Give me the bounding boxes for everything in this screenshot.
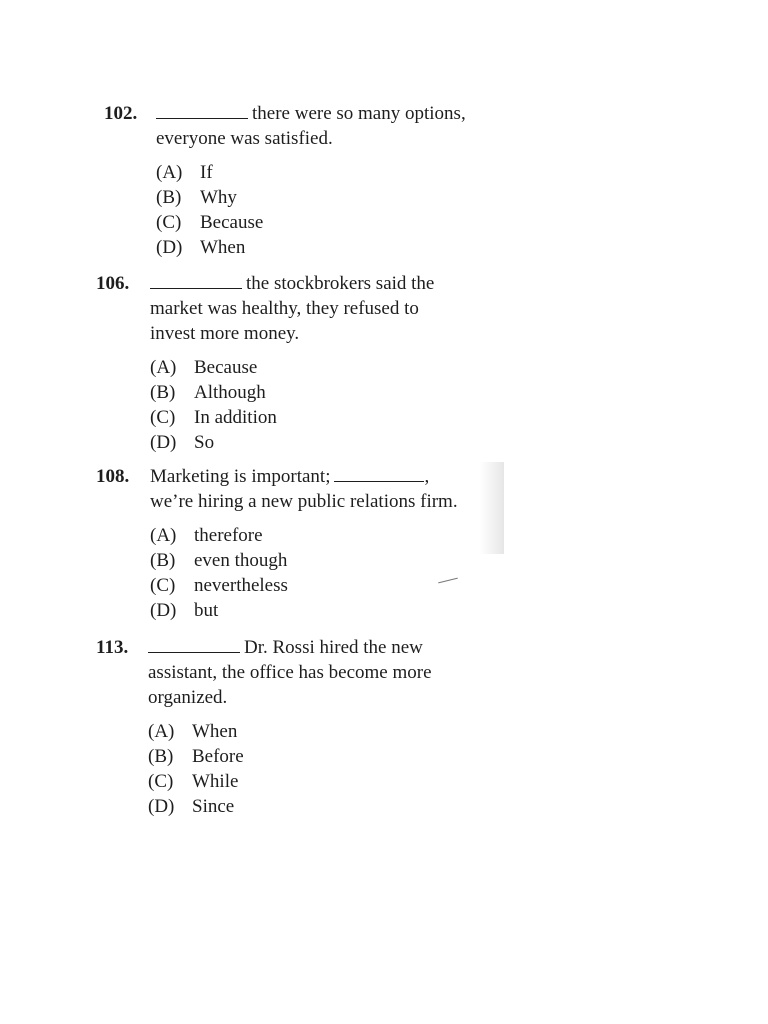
question-stem-line: Marketing is important; , bbox=[150, 466, 430, 487]
question-stem-line: there were so many options, bbox=[156, 101, 466, 126]
question-number: 106. bbox=[96, 273, 130, 294]
answer-option-c[interactable]: (C) In addition bbox=[150, 407, 277, 428]
answer-option-c[interactable]: (C) While bbox=[148, 771, 239, 792]
answer-option-b[interactable]: (B) Before bbox=[148, 746, 244, 767]
answer-options bbox=[148, 719, 432, 819]
answer-option-d[interactable]: (D) When bbox=[156, 237, 246, 258]
answer-option-a[interactable]: (A) Because bbox=[150, 357, 258, 378]
scan-shadow bbox=[480, 462, 504, 554]
answer-option-a[interactable]: (A) therefore bbox=[150, 525, 263, 546]
question-stem-line: organized. bbox=[148, 687, 228, 708]
question-113 bbox=[96, 635, 432, 819]
answer-options bbox=[150, 523, 458, 623]
question-stem-line: invest more money. bbox=[150, 323, 300, 344]
answer-option-d[interactable]: (D) but bbox=[150, 600, 219, 621]
question-number: 108. bbox=[96, 466, 130, 487]
answer-options bbox=[156, 160, 466, 260]
answer-option-d[interactable]: (D) Since bbox=[148, 796, 235, 817]
question-108 bbox=[96, 464, 458, 623]
answer-option-b[interactable]: (B) Why bbox=[156, 187, 237, 208]
answer-option-b[interactable]: (B) Although bbox=[150, 382, 266, 403]
answer-option-b[interactable]: (B) even though bbox=[150, 550, 288, 571]
question-stem-line: market was healthy, they refused to bbox=[150, 298, 419, 319]
question-102 bbox=[104, 101, 466, 260]
answer-options bbox=[150, 355, 434, 455]
question-stem-line: assistant, the office has become more bbox=[148, 662, 432, 683]
question-106 bbox=[96, 271, 434, 455]
answer-blank bbox=[150, 274, 242, 289]
question-number: 102. bbox=[104, 103, 138, 124]
answer-option-c[interactable]: (C) Because bbox=[156, 212, 264, 233]
answer-option-a[interactable]: (A) If bbox=[156, 162, 213, 183]
answer-blank bbox=[334, 467, 424, 482]
answer-option-c[interactable]: (C) nevertheless bbox=[150, 575, 288, 596]
answer-option-d[interactable]: (D) So bbox=[150, 432, 215, 453]
question-stem-line: the stockbrokers said the bbox=[150, 271, 434, 296]
question-stem-line: everyone was satisfied. bbox=[156, 128, 333, 149]
answer-blank bbox=[156, 104, 248, 119]
answer-option-a[interactable]: (A) When bbox=[148, 721, 238, 742]
question-stem-line: Dr. Rossi hired the new bbox=[148, 635, 432, 660]
answer-blank bbox=[148, 638, 240, 653]
question-stem-line: we’re hiring a new public relations firm. bbox=[150, 491, 458, 512]
question-number: 113. bbox=[96, 637, 129, 658]
